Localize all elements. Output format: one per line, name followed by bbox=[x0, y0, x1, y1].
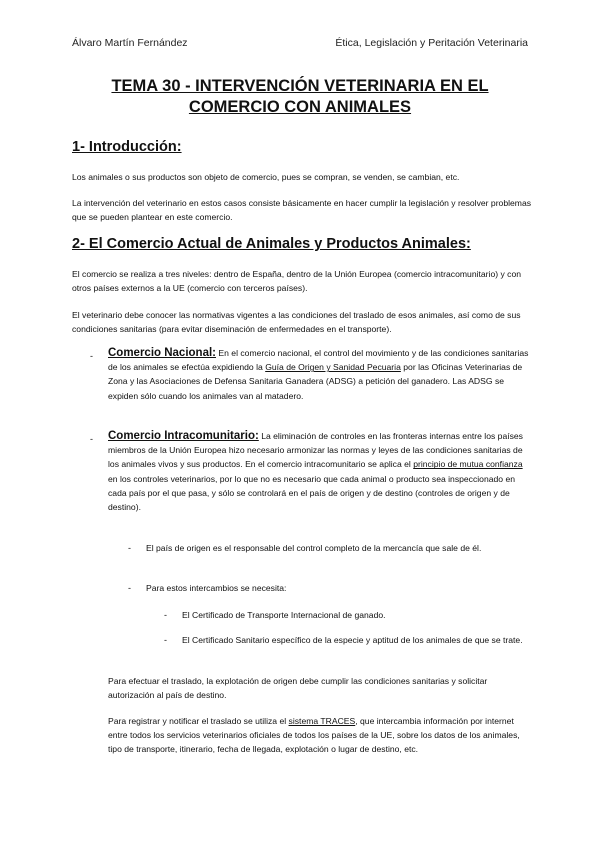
traces-text-a: Para registrar y notificar el traslado se utiliza el bbox=[108, 716, 289, 726]
intra-text-a: La eliminación de controles en las fronteras internas entre los países miembros de la Unión Europea hizo necesario armonizar las normas y leyes de las condiciones sanitarias de los animales vivos y sus productos. En el comercio intracomunitario se aplica el bbox=[108, 431, 523, 470]
list-item-nacional bbox=[108, 346, 530, 403]
bullet-dash: - bbox=[128, 543, 131, 553]
nacional-text-a: En el comercio nacional, el control del movimiento y de las condiciones sanitarias de los animales se efectúa expidiendo la bbox=[108, 348, 529, 373]
intra-title: Comercio Intracomunitario: bbox=[108, 430, 259, 442]
bullet-dash: - bbox=[164, 635, 167, 645]
intro-paragraph-2: La intervención del veterinario en estos casos consiste básicamente en hacer cumplir la legislación y resolver problemas que se pueden plantear en este comercio. bbox=[72, 198, 532, 223]
section-heading-intro: 1- Introducción: bbox=[72, 139, 182, 155]
guia-origen-link: Guía de Origen y Sanidad Pecuaria bbox=[265, 362, 401, 373]
nacional-text-b: por las Oficinas Veterinarias de Zona y las Asociaciones de Defensa Sanitaria Ganadera (ADSG) a petición del ganadero. Las ADSG se expiden sólo cuando los animales van al matadero. bbox=[108, 362, 523, 401]
sistema-traces-link: sistema TRACES bbox=[288, 716, 356, 726]
comercio-paragraph-2: El veterinario debe conocer las normativas vigentes a las condiciones del traslado de esos animales, así como de sus condiciones sanitarias (para evitar diseminación de enfermedades en el transporte). bbox=[72, 310, 521, 335]
bullet-dash: - bbox=[128, 583, 131, 593]
section-heading-comercio: 2- El Comercio Actual de Animales y Productos Animales: bbox=[72, 236, 471, 252]
sub-sub-item-certificado-transporte: El Certificado de Transporte Internacional de ganado. bbox=[182, 610, 386, 620]
header-course: Ética, Legislación y Peritación Veterinaria bbox=[335, 37, 528, 49]
traces-text-b: , que intercambia información por internet entre todos los servicios veterinarios oficiales de todos los países de la UE, sobre los datos de los animales, tipo de transporte, itinerario, fecha de llegada, explotación o lugar de destino, etc. bbox=[108, 716, 520, 755]
sub-item-pais-origen: El país de origen es el responsable del control completo de la mercancía que sale de él. bbox=[146, 543, 482, 553]
intro-paragraph-1: Los animales o sus productos son objeto de comercio, pues se compran, se venden, se cambian, etc. bbox=[72, 172, 460, 182]
bullet-dash: - bbox=[90, 351, 93, 361]
title-line-2: COMERCIO CON ANIMALES bbox=[188, 98, 412, 116]
bullet-dash: - bbox=[164, 610, 167, 620]
document-title bbox=[60, 76, 540, 118]
page-header bbox=[72, 37, 528, 51]
paragraph-traslado: Para efectuar el traslado, la explotación de origen debe cumplir las condiciones sanitarias y solicitar autorización al país de destino. bbox=[108, 676, 488, 701]
sub-item-intercambios: Para estos intercambios se necesita: bbox=[146, 583, 287, 593]
list-item-intracomunitario bbox=[108, 429, 530, 514]
title-line-1: TEMA 30 - INTERVENCIÓN VETERINARIA EN EL bbox=[111, 77, 489, 95]
bullet-dash: - bbox=[90, 434, 93, 444]
header-author: Álvaro Martín Fernández bbox=[72, 37, 188, 49]
comercio-paragraph-1: El comercio se realiza a tres niveles: dentro de España, dentro de la Unión Europea (comercio intracomunitario) y con otros países externos a la UE (comercio con terceros países). bbox=[72, 269, 522, 294]
intra-text-b: en los controles veterinarios, por lo que no es necesario que cada animal o producto sea inspeccionado en cada país por el que pasa, y sólo se controlará en el país de origen y de destino (controles de origen y de destino). bbox=[108, 473, 516, 513]
mutua-confianza-link: principio de mutua confianza bbox=[413, 459, 523, 470]
paragraph-traces bbox=[108, 714, 528, 757]
nacional-title: Comercio Nacional: bbox=[108, 347, 216, 359]
sub-sub-item-certificado-sanitario: El Certificado Sanitario específico de la especie y aptitud de los animales de que se trate. bbox=[182, 635, 523, 645]
